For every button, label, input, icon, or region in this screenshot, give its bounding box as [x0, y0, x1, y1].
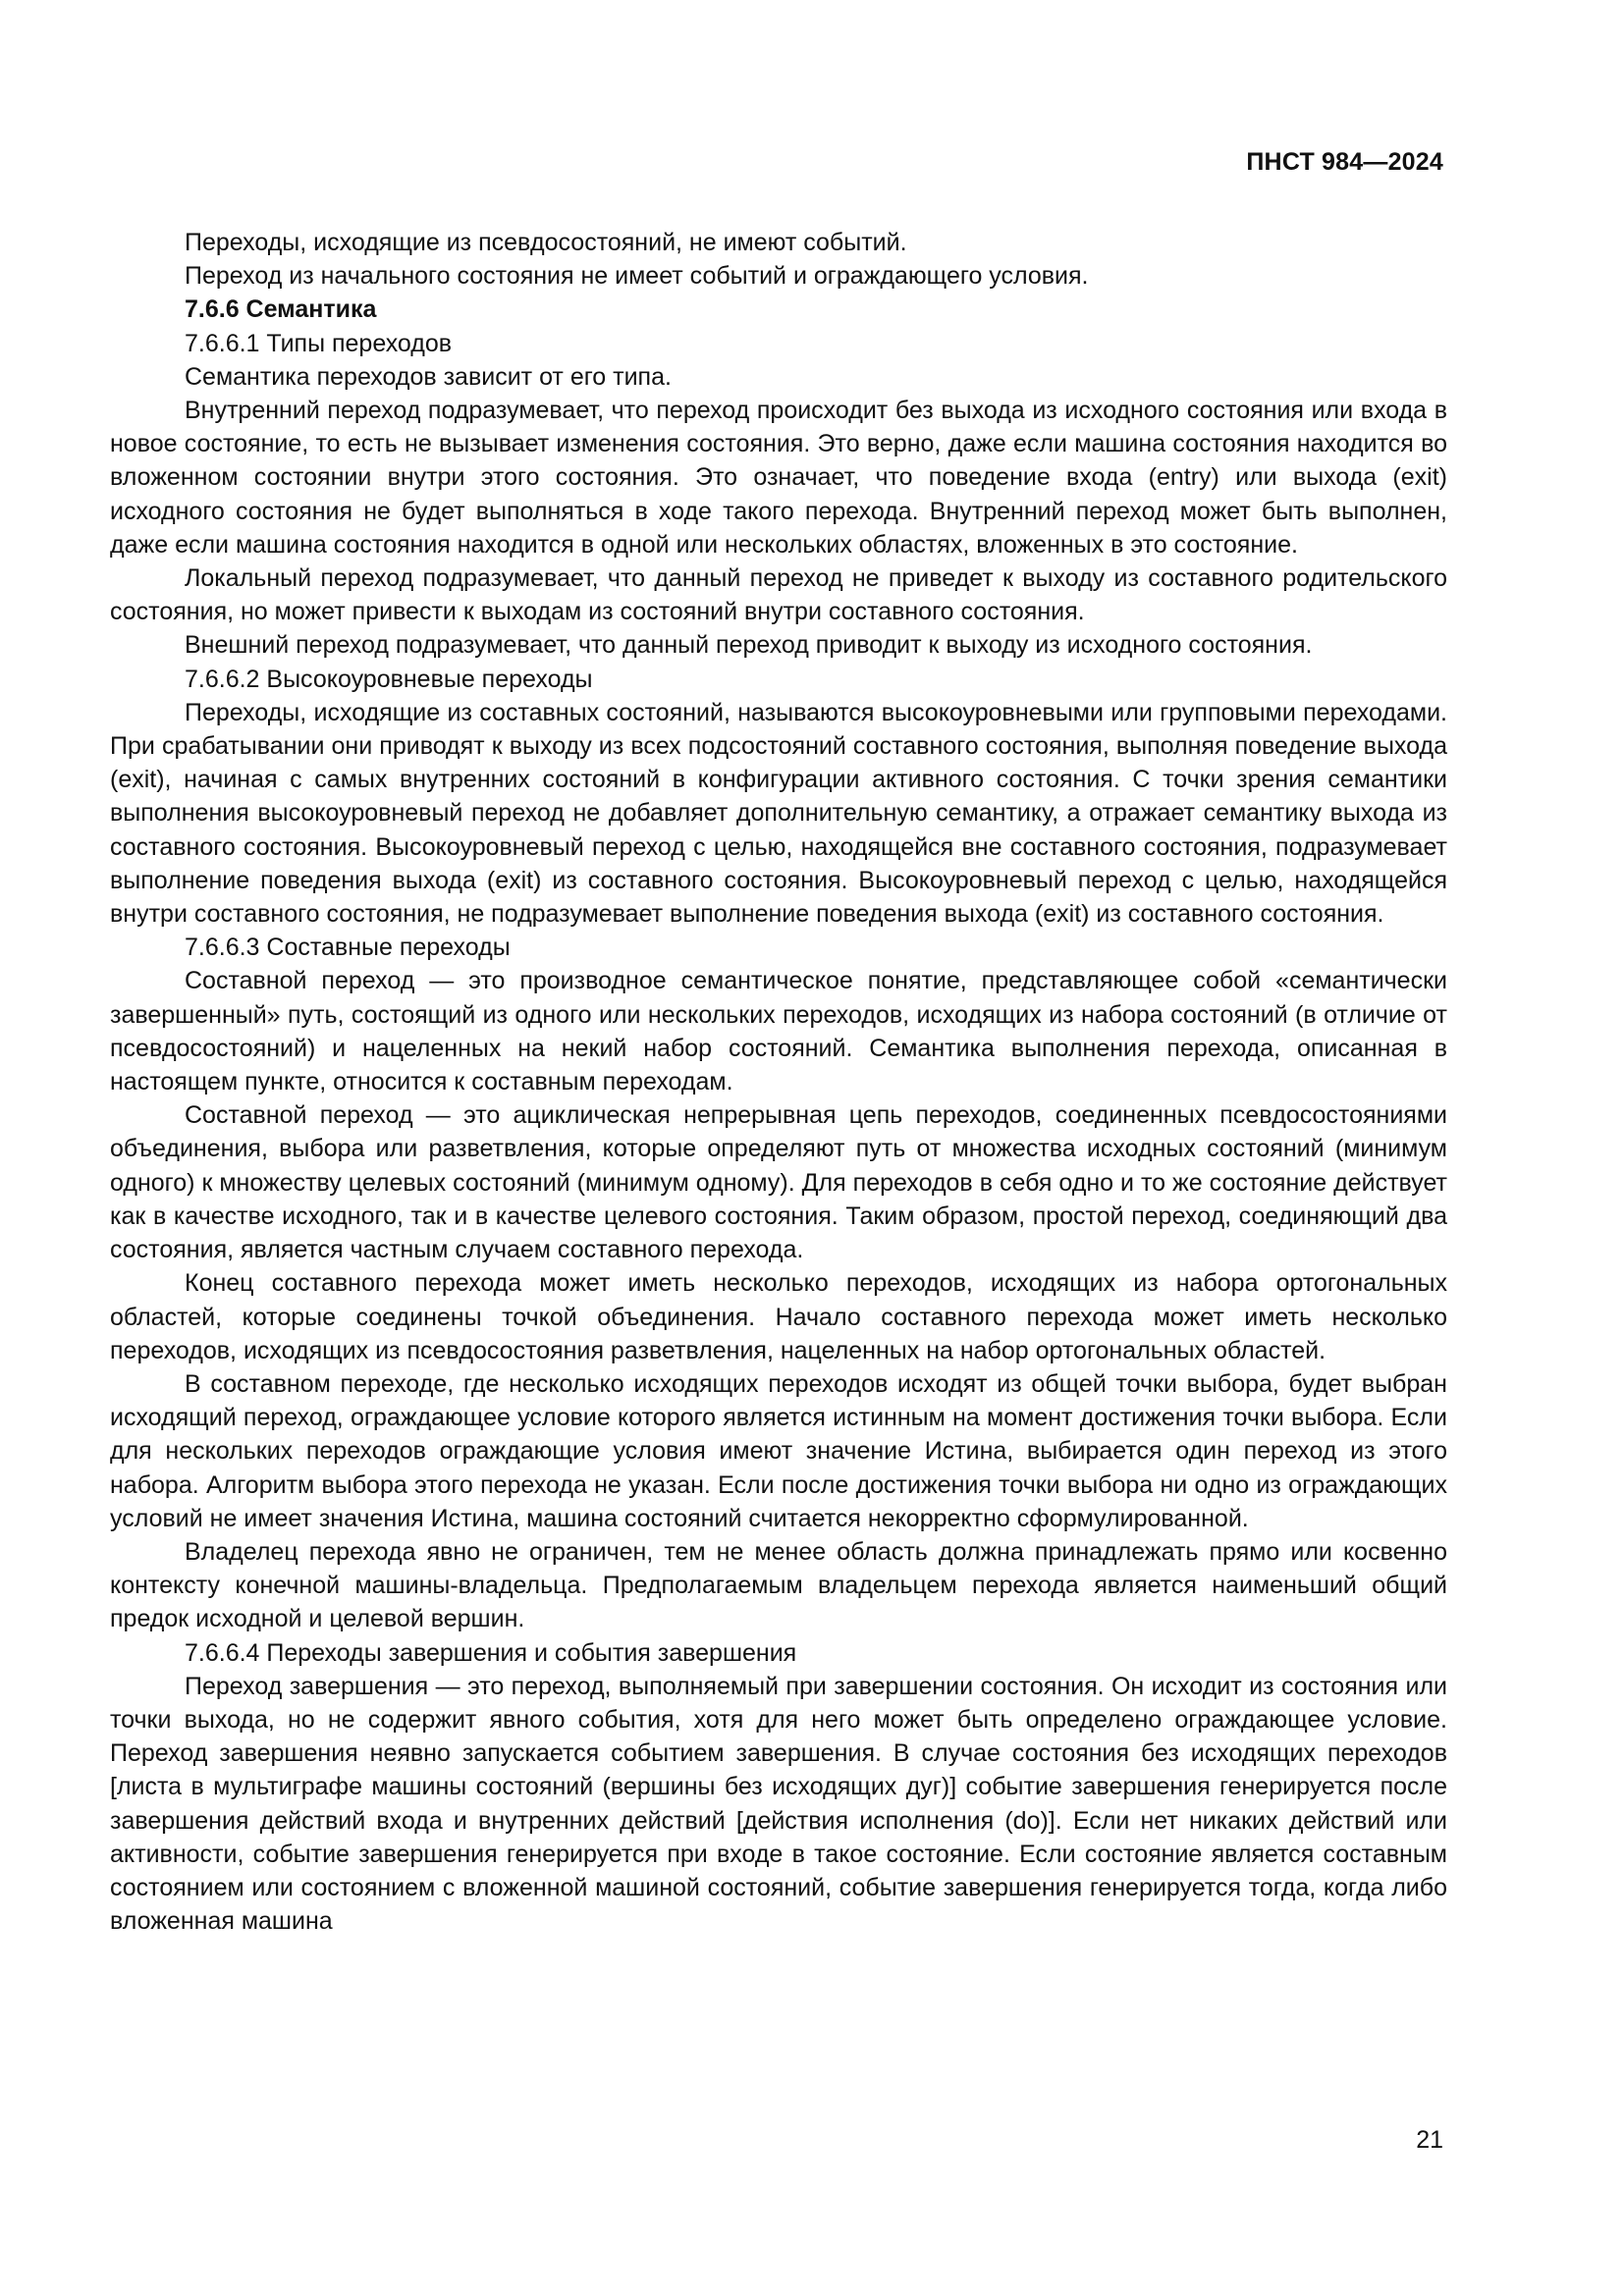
paragraph: Внешний переход подразумевает, что данный переход приводит к выходу из исходного состояния.: [185, 631, 1313, 660]
subsection-title: 7.6.6.3 Составные переходы: [185, 934, 511, 962]
paragraph: Внутренний переход подразумевает, что переход происходит без выхода из исходного состояния или входа в новое состояние, то есть не вызывает изменения состояния. Это верно, даже если машина состояния находится во вложенном состоянии внутри этого состояния. Это означает, что поведение входа (entry) или выхода (exit) исходного состояния не будет выполняться в ходе такого перехода. Внутренний переход может быть выполнен, даже если машина состояния находится в одной или нескольких областях, вложенных в это состояние.: [110, 397, 1447, 559]
paragraph: Переходы, исходящие из составных состояний, называются высокоуровневыми или групповыми переходами. При срабатывании они приводят к выходу из всех подсостояний составного состояния, выполняя поведение выхода (exit), начиная с самых внутренних состояний в конфигурации активного состояния. С точки зрения семантики выполнения высокоуровневый переход не добавляет дополнительную семантику, а отражает семантику выхода из составного состояния. Высокоуровневый переход с целью, находящейся вне составного состояния, подразумевает выполнение поведения выхода (exit) из составного состояния. Высокоуровневый переход с целью, находящейся внутри составного состояния, не подразумевает выполнение поведения выхода (exit) из составного состояния.: [110, 698, 1447, 929]
paragraph: Семантика переходов зависит от его типа.: [185, 362, 672, 391]
page-body: [110, 226, 1447, 1938]
page-number: 21: [1416, 2126, 1443, 2154]
paragraph: Переход из начального состояния не имеет событий и ограждающего условия.: [185, 262, 1089, 291]
paragraph: Составной переход — это ациклическая непрерывная цепь переходов, соединенных псевдосостояниями объединения, выбора или разветвления, которые определяют путь от множества исходных состояний (минимум одного) к множеству целевых состояний (минимум одному). Для переходов в себя одно и то же состояние действует как в качестве исходного, так и в качестве целевого состояния. Таким образом, простой переход, соединяющий два состояния, является частным случаем составного перехода.: [110, 1101, 1447, 1264]
document-code: ПНСТ 984—2024: [1246, 148, 1443, 176]
paragraph: Переход завершения — это переход, выполняемый при завершении состояния. Он исходит из состояния или точки выхода, но не содержит явного события, хотя для него может быть определено ограждающее условие. Переход завершения неявно запускается событием завершения. В случае состояния без исходящих переходов [листа в мультиграфе машины состояний (вершины без исходящих дуг)] событие завершения генерируется после завершения действий входа и внутренних действий [действия исполнения (do)]. Если нет никаких действий или активности, событие завершения генерируется при входе в такое состояние. Если состояние является составным состоянием или состоянием с вложенной машиной состояний, событие завершения генерируется тогда, когда либо вложенная машина: [110, 1672, 1447, 1936]
paragraph: Локальный переход подразумевает, что данный переход не приведет к выходу из составного родительского состояния, но может привести к выходам из состояний внутри составного состояния.: [110, 564, 1447, 626]
paragraph: Конец составного перехода может иметь несколько переходов, исходящих из набора ортогональных областей, которые соединены точкой объединения. Начало составного перехода может иметь несколько переходов, исходящих из псевдосостояния разветвления, нацеленных на набор ортогональных областей.: [110, 1269, 1447, 1364]
subsection-title: 7.6.6.1 Типы переходов: [185, 329, 453, 357]
paragraph: Владелец перехода явно не ограничен, тем не менее область должна принадлежать прямо или косвенно контексту конечной машины-владельца. Предполагаемым владельцем перехода является наименьший общий предок исходной и целевой вершин.: [110, 1537, 1447, 1633]
paragraph: Переходы, исходящие из псевдосостояний, не имеют событий.: [185, 229, 907, 256]
subsection-title: 7.6.6.4 Переходы завершения и события завершения: [185, 1638, 797, 1667]
paragraph: Составной переход — это производное семантическое понятие, представляющее собой «семантически завершенный» путь, состоящий из одного или нескольких переходов, исходящих из набора состояний (в отличие от псевдосостояний) и нацеленных на некий набор состояний. Семантика выполнения перехода, описанная в настоящем пункте, относится к составным переходам.: [110, 967, 1447, 1096]
section-heading: 7.6.6 Семантика: [185, 295, 377, 324]
subsection-title: 7.6.6.2 Высокоуровневые переходы: [185, 665, 593, 693]
paragraph: В составном переходе, где несколько исходящих переходов исходят из общей точки выбора, будет выбран исходящий переход, ограждающее условие которого является истинным на момент достижения точки выбора. Если для нескольких переходов ограждающие условия имеют значение Истина, выбирается один переход из этого набора. Алгоритм выбора этого перехода не указан. Если после достижения точки выбора ни одно из ограждающих условий не имеет значения Истина, машина состояний считается некорректно сформулированной.: [110, 1369, 1447, 1532]
